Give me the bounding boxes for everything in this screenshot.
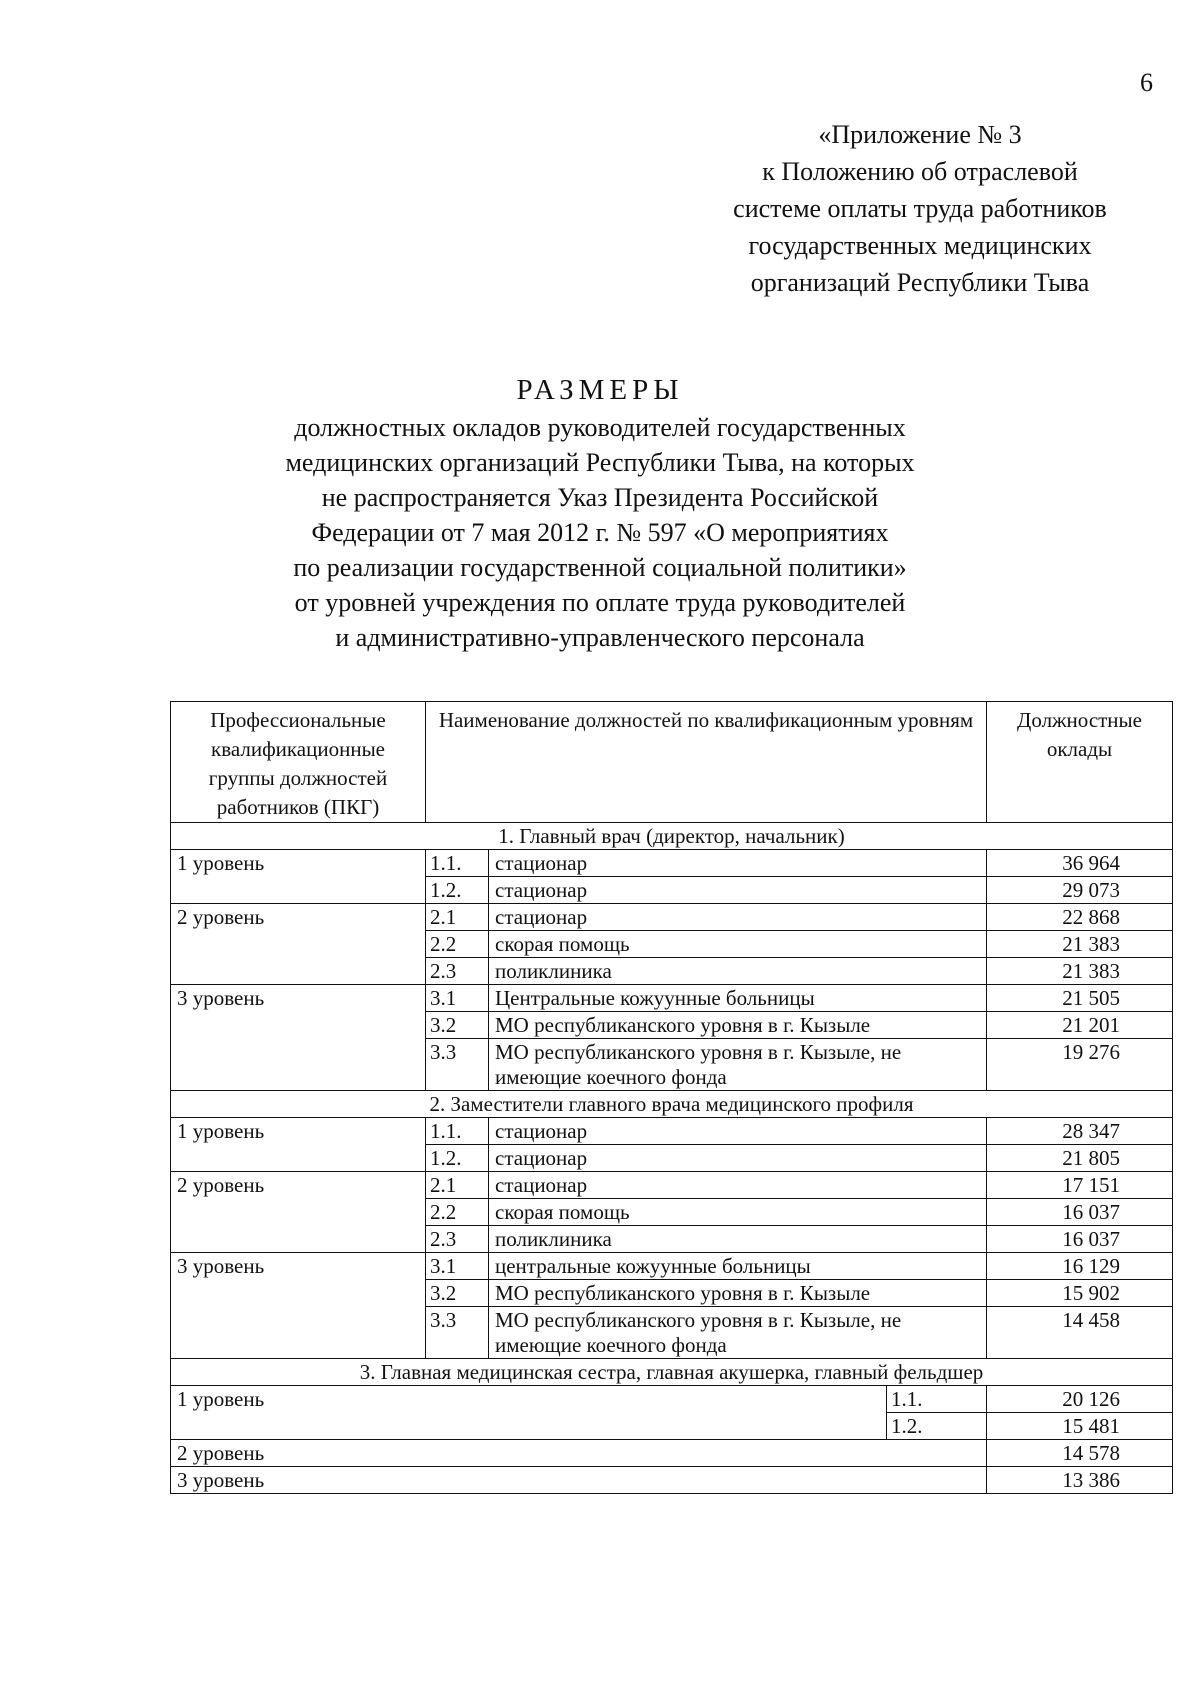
code-cell: 3.1 [426,985,489,1012]
position-cell: стационар [489,1172,987,1199]
salary-cell: 14 578 [987,1440,1173,1467]
code-cell: 1.2. [887,1413,987,1440]
salary-cell: 16 037 [987,1226,1173,1253]
position-cell: стационар [489,877,987,904]
doc-heading: РАЗМЕРЫ [516,374,684,406]
salary-cell: 28 347 [987,1118,1173,1145]
level-cell: 3 уровень [171,1467,987,1494]
appendix-line: системе оплаты труда работников [733,194,1107,223]
salary-cell: 21 383 [987,931,1173,958]
page-number: 6 [1140,68,1153,97]
table-row [171,1172,1173,1199]
section-title: 2. Заместители главного врача медицинского профиля [171,1091,1173,1118]
appendix-note [680,116,1160,301]
section-title: 1. Главный врач (директор, начальник) [171,823,1173,850]
position-cell: стационар [489,1118,987,1145]
salary-cell: 20 126 [987,1386,1173,1413]
position-cell: МО республиканского уровня в г. Кызыле [489,1280,987,1307]
section-title: 3. Главная медицинская сестра, главная акушерка, главный фельдшер [171,1359,1173,1386]
section-row [171,1091,1173,1118]
salary-cell: 13 386 [987,1467,1173,1494]
appendix-line: государственных медицинских [748,231,1092,260]
appendix-line: организаций Республики Тыва [750,268,1090,297]
code-cell: 1.1. [887,1386,987,1413]
level-cell: 2 уровень [171,904,426,985]
subtitle-line: не распространяется Указ Президента Российской [321,483,879,512]
table-row [171,1253,1173,1280]
table-row [171,850,1173,877]
code-cell: 3.2 [426,1280,489,1307]
code-cell: 2.2 [426,931,489,958]
code-cell: 3.2 [426,1012,489,1039]
code-cell: 2.1 [426,1172,489,1199]
code-cell: 1.2. [426,877,489,904]
code-cell: 3.1 [426,1253,489,1280]
section-row [171,1359,1173,1386]
table-header-row [171,702,1173,823]
level-cell: 2 уровень [171,1172,426,1253]
code-cell: 2.2 [426,1199,489,1226]
level-cell: 1 уровень [171,850,426,904]
subtitle-line: от уровней учреждения по оплате труда руководителей [294,588,906,617]
code-cell: 1.2. [426,1145,489,1172]
code-cell: 2.3 [426,1226,489,1253]
salary-cell: 17 151 [987,1172,1173,1199]
salary-cell: 21 805 [987,1145,1173,1172]
subtitle-line: должностных окладов руководителей государственных [294,413,906,442]
table-row [171,1386,1173,1413]
level-cell: 3 уровень [171,985,426,1091]
appendix-line: к Положению об отраслевой [762,157,1078,186]
doc-subtitle [260,410,940,655]
code-cell: 1.1. [426,1118,489,1145]
subtitle-line: Федерации от 7 мая 2012 г. № 597 «О мероприятиях [311,518,889,547]
table-row [171,1440,1173,1467]
code-cell: 2.1 [426,904,489,931]
level-cell: 1 уровень [171,1118,426,1172]
position-cell: МО республиканского уровня в г. Кызыле, не имеющие коечного фонда [489,1039,987,1091]
salary-cell: 16 129 [987,1253,1173,1280]
level-cell: 2 уровень [171,1440,987,1467]
table-row [171,1118,1173,1145]
subtitle-line: медицинских организаций Республики Тыва, на которых [285,448,915,477]
position-cell: поликлиника [489,1226,987,1253]
position-cell: стационар [489,904,987,931]
subtitle-line: и административно-управленческого персонала [335,623,865,652]
code-cell: 2.3 [426,958,489,985]
level-cell: 3 уровень [171,1253,426,1359]
code-cell: 1.1. [426,850,489,877]
salary-cell: 19 276 [987,1039,1173,1091]
salary-cell: 16 037 [987,1199,1173,1226]
appendix-line: «Приложение № 3 [818,120,1022,149]
salary-cell: 14 458 [987,1307,1173,1359]
header-salary: Должностные оклады [987,702,1173,823]
position-cell: стационар [489,850,987,877]
position-cell: МО республиканского уровня в г. Кызыле, не имеющие коечного фонда [489,1307,987,1359]
salary-cell: 15 902 [987,1280,1173,1307]
position-cell: скорая помощь [489,1199,987,1226]
header-pkg: Профессиональные квалификационные группы должностей работников (ПКГ) [171,702,426,823]
salary-cell: 21 201 [987,1012,1173,1039]
table-row [171,1467,1173,1494]
position-cell: Центральные кожуунные больницы [489,985,987,1012]
salary-cell: 15 481 [987,1413,1173,1440]
table-body [171,823,1173,1494]
code-cell: 3.3 [426,1039,489,1091]
salary-cell: 21 505 [987,985,1173,1012]
salary-table [170,701,1173,1494]
position-cell: скорая помощь [489,931,987,958]
subtitle-line: по реализации государственной социальной политики» [293,553,907,582]
salary-cell: 36 964 [987,850,1173,877]
salary-cell: 29 073 [987,877,1173,904]
position-cell: МО республиканского уровня в г. Кызыле [489,1012,987,1039]
code-cell: 3.3 [426,1307,489,1359]
salary-cell: 21 383 [987,958,1173,985]
table-row [171,985,1173,1012]
position-cell: центральные кожуунные больницы [489,1253,987,1280]
document-title [260,370,940,655]
header-positions: Наименование должностей по квалификационным уровням [426,702,987,823]
section-row [171,823,1173,850]
table-row [171,904,1173,931]
salary-cell: 22 868 [987,904,1173,931]
position-cell: стационар [489,1145,987,1172]
position-cell: поликлиника [489,958,987,985]
level-cell: 1 уровень [171,1386,887,1440]
